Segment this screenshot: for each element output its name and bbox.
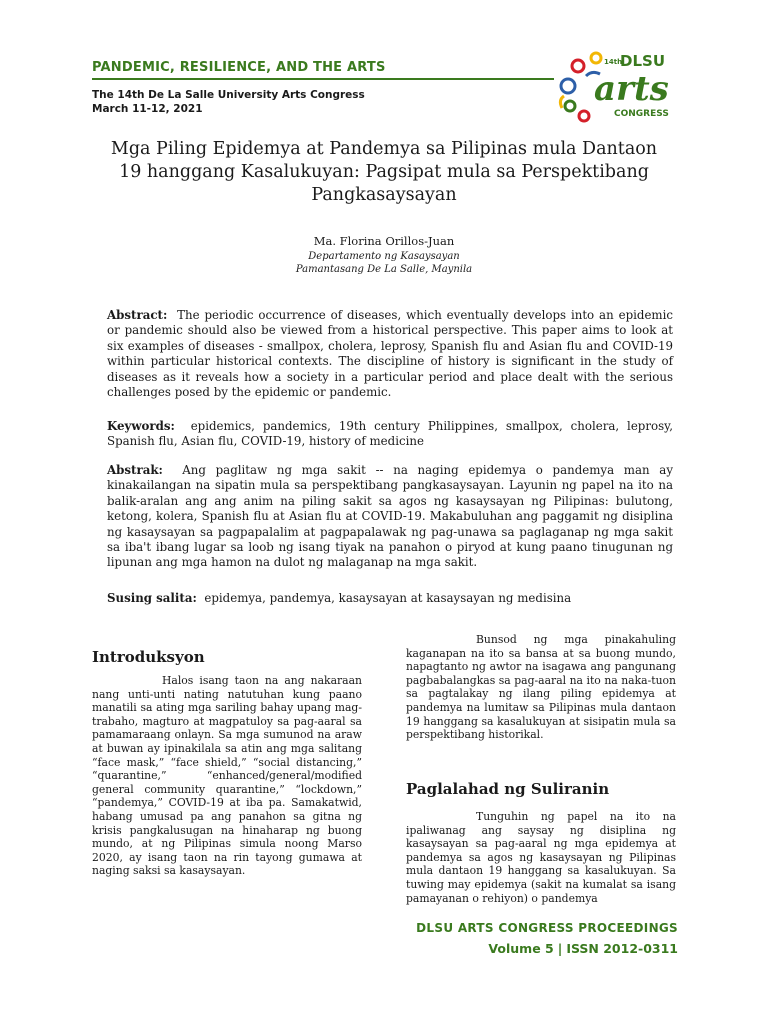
author-name: Ma. Florina Orillos-Juan [313, 234, 455, 248]
intro-paragraph: Halos isang taon na ang nakaraan nang unti-unti nating natutuhan kung paano manatili sa ating mga sariling bahay upang mag-trabaho, magturo at magpatuloy sa pag-aaral sa pamamaraang onlayn. Sa mga sumunod na araw at buwan ay ipinakilala sa atin ang mga salitang “face mask,” “face shield,” “social distancing,” “quarantine,” “enhanced/general/modified general community quarantine,” “lockdown,” “pandemya,” COVID-19 at iba pa. Samakatwid, habang umusad pa ang panahon sa gitna ng krisis pangkalusugan na hinaharap ng buong mundo, at ng Pilipinas simula noong Marso 2020, ay isang taon na rin tayong gumawa at naging saksi sa kasaysayan. [92, 674, 362, 878]
svg-text:14th: 14th [604, 58, 623, 66]
problem-heading: Paglalahad ng Suliranin [406, 780, 610, 798]
susing-salita-text: epidemya, pandemya, kasaysayan at kasaysayan ng medisina [204, 591, 572, 605]
issn-label: ISSN 2012-0311 [566, 941, 678, 956]
proceedings-label: DLSU ARTS CONGRESS PROCEEDINGS [416, 921, 678, 935]
author-affiliation [0, 250, 768, 276]
running-header-title: PANDEMIC, RESILIENCE, AND THE ARTS [92, 60, 386, 75]
right-paragraph-1: Bunsod ng mga pinakahuling kaganapan na ito sa bansa at sa buong mundo, napagtanto ng awtor na isagawa ang pangunang pagbabalangkas sa pag-aaral na ito na naka-tuon sa pagtalakay ng ilang piling epidemya at pandemya na lumitaw sa Pilipinas mula dantaon 19 hanggang sa kasalukuyan at sisipatin mula sa perspektibang historikal. [406, 633, 676, 742]
susing-salita-block [107, 591, 673, 606]
abstrak-label: Abstrak: [107, 463, 163, 477]
abstract-label: Abstract: [107, 308, 168, 322]
susing-salita-label: Susing salita: [107, 591, 197, 605]
keywords-text: epidemics, pandemics, 19th century Philippines, smallpox, cholera, leprosy, Spanish flu, Asian flu, COVID-19, history of medicine [107, 419, 673, 449]
keywords-label: Keywords: [107, 419, 175, 433]
svg-text:arts: arts [594, 69, 669, 109]
abstract-text: The periodic occurrence of diseases, which eventually develops into an epidemic or pandemic should also be viewed from a historical perspective. This paper aims to look at six examples of diseases - smallpox, cholera, leprosy, Spanish flu and Asian flu and COVID-19 within particular historical contexts. The discipline of history is significant in the study of diseases as it reveals how a society in a particular period and place dealt with the serious challenges posed by the epidemic or pandemic. [107, 308, 673, 400]
abstrak-text: Ang paglitaw ng mga sakit -- na naging epidemya o pandemya man ay kinakailangan na sipatin mula sa perspektibang pangkasaysayan. Layunin ng papel na ito na balik-aralan ang ang anim na piling sakit sa agos ng kasaysayan ng Pilipinas: bulutong, ketong, kolera, Spanish flu at Asian flu at COVID-19. Makabuluhan ang paggamit ng disiplina ng kasaysayan sa pagpapalalim at pagpapalawak ng pag-unawa sa paglaganap ng mga sakit sa iba't ibang lugar sa loob ng isang tiyak na panahon o piryod at kung paano tinugunan ng lipunan ang mga hamon na dulot ng malaganap na mga sakit. [107, 463, 674, 570]
abstract-block [107, 308, 673, 400]
department: Departamento ng Kasaysayan [308, 251, 460, 262]
header-rule [92, 78, 554, 80]
svg-text:CONGRESS: CONGRESS [614, 109, 669, 119]
keywords-block [107, 419, 673, 450]
right-column-bottom [406, 810, 676, 905]
right-column-top [406, 633, 676, 742]
volume-label: Volume 5 [488, 941, 554, 956]
dlsu-arts-congress-logo [556, 48, 676, 124]
congress-name: The 14th De La Salle University Arts Congress [92, 89, 365, 101]
volume-issn [488, 941, 678, 956]
congress-info [92, 88, 365, 116]
abstrak-block [107, 463, 673, 571]
paper-title: Mga Piling Epidemya at Pandemya sa Pilipinas mula Dantaon 19 hanggang Kasalukuyan: Pagsipat mula sa Perspektibang Pangkasaysayan [110, 139, 658, 205]
svg-text:DLSU: DLSU [620, 52, 665, 70]
university: Pamantasang De La Salle, Maynila [295, 264, 473, 275]
intro-heading: Introduksyon [92, 648, 205, 666]
separator: | [557, 941, 563, 956]
right-paragraph-2: Tunguhin ng papel na ito na ipaliwanag ang saysay ng disiplina ng kasaysayan sa pag-aaral ng mga epidemya at pandemya sa agos ng kasaysayan ng Pilipinas mula dantaon 19 hanggang sa kasalukuyan. Sa tuwing may epidemya (sakit na kumalat sa isang pamayanan o rehiyon) o pandemya [406, 810, 676, 905]
congress-date: March 11-12, 2021 [92, 103, 203, 115]
intro-column [92, 674, 362, 878]
